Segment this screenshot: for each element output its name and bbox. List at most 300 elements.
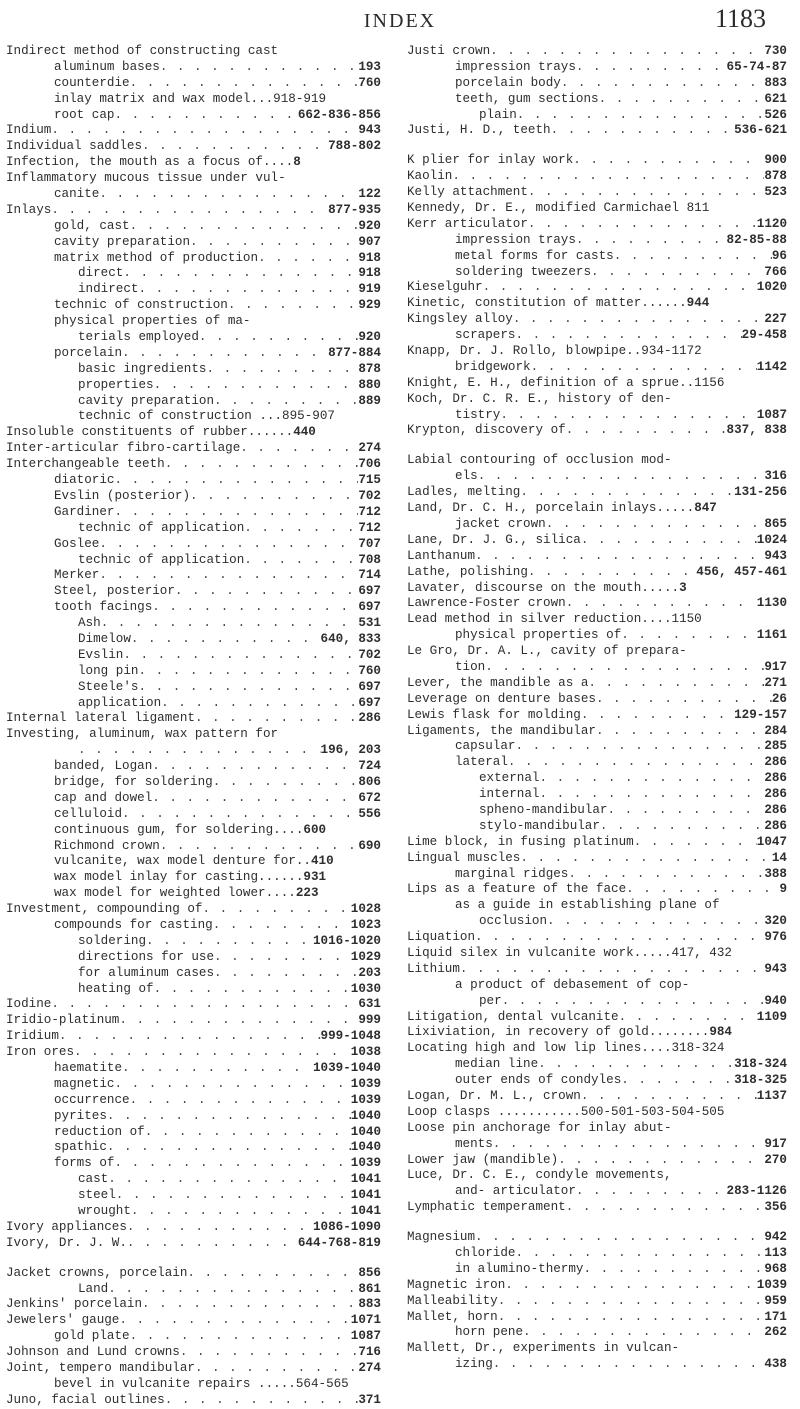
index-entry: [407, 549, 787, 565]
dot-leader: [175, 584, 358, 600]
index-entry: [407, 1025, 787, 1041]
entry-page-ref: 65-74-87: [726, 59, 787, 74]
index-entry: [407, 1105, 787, 1121]
entry-page-ref: 708: [358, 552, 381, 567]
index-entry: [6, 823, 381, 839]
index-entry: [407, 312, 787, 328]
entry-page-ref: 760: [358, 663, 381, 678]
index-entry: [6, 378, 381, 394]
entry-page-ref: 712: [358, 504, 381, 519]
dot-leader: [523, 1325, 764, 1341]
entry-page-ref: 526: [764, 107, 787, 122]
dot-leader: [452, 169, 764, 185]
index-entry: [407, 1294, 787, 1310]
index-entry: [6, 775, 381, 791]
index-entry: [407, 1325, 787, 1341]
entry-term: technic of application: [78, 520, 245, 535]
entry-term: ments: [455, 1136, 493, 1151]
entry-term: bridgework: [455, 359, 531, 374]
dot-leader: [478, 469, 765, 485]
entry-page-ref: 320: [764, 914, 787, 929]
index-entry: [407, 628, 787, 644]
dot-leader: [146, 934, 313, 950]
index-entry: [6, 171, 381, 187]
index-entry: [6, 521, 381, 537]
dot-leader: [517, 108, 765, 124]
dot-leader: [130, 1329, 351, 1345]
entry-page-ref: 262: [764, 1325, 787, 1340]
index-entry: [407, 360, 787, 376]
entry-page-ref: 702: [358, 488, 381, 503]
entry-term: Kelly attachment: [407, 185, 528, 200]
entry-term: teeth, gum sections: [455, 91, 599, 106]
entry-term: izing: [455, 1357, 493, 1372]
dot-leader: [154, 378, 359, 394]
index-entry: [407, 565, 787, 581]
dot-leader: [498, 1294, 765, 1310]
entry-term: Investment, compounding of: [6, 902, 203, 917]
index-entry: [6, 123, 381, 139]
index-entry: [6, 1093, 381, 1109]
dot-leader: [119, 1013, 358, 1029]
entry-term: Lawrence-Foster crown: [407, 596, 566, 611]
entry-term: Jenkins' porcelain: [6, 1297, 143, 1312]
entry-term: Indium: [6, 123, 52, 138]
entry-term: occurrence: [54, 1092, 130, 1107]
entry-page-ref: 122: [358, 187, 381, 202]
entry-page-ref: 193: [358, 59, 381, 74]
entry-page-ref: 227: [764, 312, 787, 327]
entry-term: properties: [78, 377, 154, 392]
entry-page-ref: 942: [764, 1230, 787, 1245]
index-entry: [6, 759, 381, 775]
section-gap: [407, 439, 787, 453]
entry-term: Logan, Dr. M. L., crown: [407, 1089, 581, 1103]
index-entry: [6, 854, 381, 870]
dot-leader: [99, 537, 358, 553]
index-entry: [6, 92, 381, 108]
index-entry: [407, 1310, 787, 1326]
index-entry: [407, 1262, 787, 1278]
dot-leader: [493, 1357, 765, 1373]
entry-term: Lower jaw (mandible): [407, 1152, 559, 1167]
dot-leader: [138, 664, 358, 680]
dot-leader: [475, 930, 764, 946]
entry-term: scrapers: [455, 328, 516, 343]
index-entry: [6, 1061, 381, 1077]
index-entry: [6, 839, 381, 855]
index-entry: [6, 1393, 381, 1409]
dot-leader: [558, 1153, 764, 1169]
dot-leader: [546, 517, 765, 533]
entry-term: impression trays: [455, 59, 576, 74]
dot-leader: [576, 60, 727, 76]
dot-leader: [581, 708, 734, 724]
entry-page-ref: 1039: [350, 1076, 381, 1091]
entry-page-ref: 697: [358, 695, 381, 710]
index-entry: [6, 553, 381, 569]
entry-term: Infection, the mouth as a focus of....: [6, 155, 294, 170]
page-title: INDEX: [363, 10, 437, 32]
entry-page-ref: 286: [764, 755, 787, 770]
index-entry: [6, 330, 381, 346]
entry-term: bevel in vulcanite repairs .....564-565: [54, 1376, 349, 1391]
index-entry: [6, 632, 381, 648]
entry-page-ref: 806: [358, 774, 381, 789]
entry-page-ref: 1087: [756, 407, 787, 422]
entry-term: and- articulator: [455, 1184, 576, 1199]
index-entry: [6, 394, 381, 410]
entry-term: cast: [78, 1172, 109, 1187]
entry-page-ref: 984: [709, 1025, 732, 1040]
dot-leader: [515, 1246, 764, 1262]
entry-term: metal forms for casts: [455, 248, 614, 263]
entry-term: terials employed: [78, 330, 199, 345]
index-entry: [407, 596, 787, 612]
index-entry: [6, 76, 381, 92]
index-entry: [407, 755, 787, 771]
index-entry: [6, 441, 381, 457]
entry-term: Lingual muscles: [407, 850, 521, 865]
entry-term: stylo-mandibular: [479, 818, 600, 833]
index-entry: [407, 169, 787, 185]
entry-term: Luce, Dr. C. E., condyle movements,: [407, 1168, 672, 1183]
dot-leader: [485, 660, 764, 676]
entry-term: wax model inlay for casting......: [54, 870, 304, 885]
entry-page-ref: 976: [764, 930, 787, 945]
index-entry: [6, 982, 381, 998]
index-entry: [407, 1200, 787, 1216]
entry-term: Lane, Dr. J. G., silica: [407, 532, 581, 547]
entry-term: basic ingredients: [78, 361, 207, 376]
entry-page-ref: 274: [358, 441, 381, 456]
entry-page-ref: 1016-1020: [312, 933, 381, 948]
entry-page-ref: 410: [310, 854, 334, 869]
entry-page-ref: 1039: [350, 1156, 381, 1171]
entry-term: horn pene: [455, 1325, 524, 1340]
index-entry: [6, 409, 381, 425]
dot-leader: [123, 266, 358, 282]
entry-term: median line: [455, 1057, 539, 1072]
dot-leader: [195, 711, 358, 727]
entry-page-ref: 766: [764, 264, 787, 279]
entry-term: Lathe, polishing: [407, 564, 528, 579]
dot-leader: [498, 1310, 765, 1326]
index-entry: [6, 616, 381, 632]
index-entry: [407, 533, 787, 549]
dot-leader: [500, 408, 756, 424]
index-entry: [407, 201, 787, 217]
entry-term: Lime block, in fusing platinum: [407, 834, 634, 849]
entry-page-ref: 837, 838: [726, 423, 787, 438]
index-entry: [6, 155, 381, 171]
entry-page-ref: 1041: [350, 1204, 381, 1219]
entry-term: Individual saddles: [6, 139, 143, 154]
entry-term: marginal ridges: [455, 866, 569, 881]
dot-leader: [508, 755, 764, 771]
dot-leader: [515, 328, 741, 344]
dot-leader: [528, 217, 757, 233]
entry-page-ref: 26: [771, 691, 787, 706]
index-entry: [407, 153, 787, 169]
entry-page-ref: 1109: [756, 1009, 787, 1024]
entry-term: Ivory appliances: [6, 1219, 127, 1234]
dot-leader: [490, 44, 764, 60]
dot-leader: [107, 1109, 351, 1125]
index-entry: [6, 1013, 381, 1029]
dot-leader: [520, 485, 734, 501]
entry-term: Liquid silex in vulcanite work.....417, 432: [407, 945, 732, 960]
index-entry: [407, 803, 787, 819]
index-entry: [6, 1220, 381, 1236]
entry-page-ref: 889: [358, 393, 381, 408]
index-entry: [6, 791, 381, 807]
dot-leader: [581, 533, 757, 549]
section-gap: [6, 1252, 381, 1266]
entry-page-ref: 271: [764, 675, 787, 690]
dot-leader: [591, 265, 764, 281]
entry-term: els: [455, 469, 478, 484]
entry-page-ref: 697: [358, 600, 381, 615]
entry-term: Lymphatic temperament: [407, 1200, 566, 1215]
entry-term: Litigation, dental vulcanite: [407, 1009, 619, 1024]
entry-term: Inlays: [6, 202, 52, 217]
index-entry: [407, 612, 787, 628]
page-number: 1183: [714, 4, 766, 33]
entry-term: in alumino-thermy: [455, 1261, 584, 1276]
index-entry: [6, 1377, 381, 1393]
index-entry: [6, 664, 381, 680]
entry-page-ref: 600: [303, 822, 327, 837]
dot-leader: [114, 473, 358, 489]
entry-term: lateral: [455, 755, 508, 770]
dot-leader: [475, 1230, 764, 1246]
entry-page-ref: 14: [771, 850, 787, 865]
entry-page-ref: 1130: [756, 596, 787, 611]
entry-page-ref: 716: [358, 1345, 381, 1360]
dot-leader: [190, 235, 358, 251]
index-entry: [6, 1029, 381, 1045]
dot-leader: [483, 280, 757, 296]
entry-page-ref: 286: [764, 818, 787, 833]
index-entry: [6, 711, 381, 727]
index-entry: [407, 1057, 787, 1073]
entry-page-ref: 1047: [756, 834, 787, 849]
index-entry: [6, 187, 381, 203]
index-entry: [6, 934, 381, 950]
dot-leader: [528, 565, 696, 581]
entry-term: Land: [78, 1281, 109, 1296]
entry-page-ref: 690: [358, 838, 381, 853]
entry-page-ref: 918: [358, 250, 381, 265]
entry-term: physical properties of: [455, 628, 622, 643]
entry-page-ref: 316: [764, 469, 787, 484]
entry-term: jacket crown: [455, 516, 546, 531]
index-entry: [407, 708, 787, 724]
entry-term: Lanthanum: [407, 548, 476, 563]
index-entry: [407, 692, 787, 708]
entry-term: porcelain: [54, 345, 123, 360]
index-entry: [6, 1329, 381, 1345]
entry-page-ref: 662-836-856: [297, 107, 381, 122]
entry-term: outer ends of condyles: [455, 1073, 622, 1088]
entry-term: Lixiviation, in recovery of gold........: [407, 1025, 710, 1040]
index-entry: [6, 1109, 381, 1125]
entry-page-ref: 82-85-88: [726, 232, 787, 247]
entry-page-ref: 1039: [350, 1092, 381, 1107]
index-entry: [6, 966, 381, 982]
entry-term: Internal lateral ligament: [6, 711, 195, 726]
index-entry: [407, 233, 787, 249]
dot-leader: [154, 982, 351, 998]
entry-term: occlusion: [479, 914, 548, 929]
page-header: [0, 4, 800, 38]
index-entry: [407, 453, 787, 469]
entry-term: cap and dowel: [54, 790, 153, 805]
index-entry: [407, 676, 787, 692]
dot-leader: [475, 549, 764, 565]
entry-term: impression trays: [455, 232, 576, 247]
entry-term: Indirect method of constructing cast: [6, 44, 279, 58]
index-entry: [6, 1297, 381, 1313]
index-entry: [6, 807, 381, 823]
entry-term: Gardiner: [54, 504, 115, 519]
entry-term: vulcanite, wax model denture for..: [54, 854, 311, 869]
index-entry: [6, 282, 381, 298]
entry-term: physical properties of ma-: [54, 314, 251, 329]
entry-term: long pin: [78, 663, 139, 678]
entry-page-ref: 788-802: [328, 139, 381, 154]
entry-term: Mallett, Dr., experiments in vulcan-: [407, 1341, 680, 1356]
dot-leader: [114, 1077, 350, 1093]
entry-term: Justi, H. D., teeth: [407, 123, 551, 138]
entry-page-ref: 1038: [350, 1045, 381, 1060]
entry-page-ref: 877-884: [328, 345, 381, 360]
entry-page-ref: 456, 457-461: [696, 564, 787, 579]
entry-page-ref: 356: [764, 1200, 787, 1215]
entry-page-ref: 286: [764, 771, 787, 786]
entry-term: gold plate: [54, 1329, 130, 1344]
dot-leader: [240, 441, 358, 457]
entry-term: continuous gum, for soldering....: [54, 822, 304, 837]
entry-term: Leverage on denture bases: [407, 691, 596, 706]
index-entry: [407, 787, 787, 803]
index-entry: [407, 485, 787, 501]
entry-page-ref: 697: [358, 679, 381, 694]
dot-leader: [99, 187, 358, 203]
dot-leader: [114, 108, 297, 124]
entry-term: Evslin: [78, 647, 124, 662]
entry-term: root cap: [54, 107, 115, 122]
entry-term: magnetic: [54, 1076, 115, 1091]
entry-page-ref: 702: [358, 647, 381, 662]
entry-page-ref: 920: [358, 330, 381, 345]
index-entry: [6, 568, 381, 584]
entry-term: spheno-mandibular: [479, 802, 608, 817]
index-entry: [6, 1266, 381, 1282]
entry-term: capsular: [455, 739, 516, 754]
dot-leader: [600, 819, 764, 835]
index-column-left: [6, 44, 381, 1409]
entry-term: Merker: [54, 568, 100, 583]
entry-page-ref: 730: [764, 44, 787, 58]
entry-page-ref: 1071: [350, 1313, 381, 1328]
entry-page-ref: 284: [764, 723, 787, 738]
entry-page-ref: 438: [764, 1357, 787, 1372]
dot-leader: [142, 1297, 358, 1313]
entry-page-ref: 196, 203: [320, 743, 381, 758]
entry-term: Ligaments, the mandibular: [407, 723, 596, 738]
dot-leader: [539, 787, 764, 803]
index-entry: [407, 771, 787, 787]
entry-term: matrix method of production: [54, 250, 259, 265]
index-entry: [407, 408, 787, 424]
entry-page-ref: 113: [764, 1246, 787, 1261]
entry-page-ref: 943: [358, 123, 381, 138]
entry-page-ref: 878: [764, 169, 787, 184]
entry-term: as a guide in establishing plane of: [455, 898, 720, 913]
entry-page-ref: 1086-1090: [312, 1219, 381, 1234]
entry-page-ref: 1029: [350, 949, 381, 964]
dot-leader: [621, 628, 757, 644]
entry-term: Steel, posterior: [54, 584, 175, 599]
dot-leader: [59, 1029, 321, 1045]
dot-leader: [122, 807, 358, 823]
index-entry: [407, 469, 787, 485]
dot-leader: [51, 203, 328, 219]
index-entry: [407, 1137, 787, 1153]
dot-leader: [513, 312, 765, 328]
entry-term: Lips as a feature of the face: [407, 882, 627, 897]
entry-page-ref: 1142: [756, 359, 787, 374]
entry-term: Iron ores: [6, 1045, 75, 1060]
index-entry: [407, 962, 787, 978]
dot-leader: [127, 1236, 298, 1252]
entry-page-ref: 861: [358, 1281, 381, 1296]
entry-term: gold, cast: [54, 218, 130, 233]
entry-page-ref: 968: [764, 1261, 787, 1276]
entry-term: indirect: [78, 282, 139, 297]
entry-page-ref: 640, 833: [320, 631, 381, 646]
entry-term: Evslin (posterior): [54, 488, 191, 503]
entry-page-ref: 707: [358, 536, 381, 551]
entry-term: Jewelers' gauge: [6, 1313, 120, 1328]
entry-page-ref: 1020: [756, 280, 787, 295]
dot-leader: [130, 1093, 351, 1109]
dot-leader: [165, 457, 359, 473]
index-entry: [6, 314, 381, 330]
entry-term: wax model for weighted lower....: [54, 886, 296, 901]
dot-leader: [258, 251, 358, 267]
entry-term: Jacket crowns, porcelain: [6, 1265, 188, 1280]
index-entry: [6, 1156, 381, 1172]
entry-term: application: [78, 695, 162, 710]
entry-page-ref: 523: [764, 185, 787, 200]
dot-leader: [130, 219, 359, 235]
entry-page-ref: 847: [694, 501, 717, 516]
dot-leader: [539, 771, 764, 787]
index-entry: [6, 489, 381, 505]
entry-page-ref: 1041: [350, 1172, 381, 1187]
dot-leader: [460, 962, 764, 978]
index-entry: [6, 346, 381, 362]
dot-leader: [583, 1262, 764, 1278]
entry-term: external: [479, 771, 540, 786]
dot-leader: [493, 1137, 765, 1153]
entry-page-ref: 672: [358, 790, 381, 805]
dot-leader: [505, 1278, 757, 1294]
entry-term: inlay matrix and wax model...918-919: [54, 91, 327, 106]
